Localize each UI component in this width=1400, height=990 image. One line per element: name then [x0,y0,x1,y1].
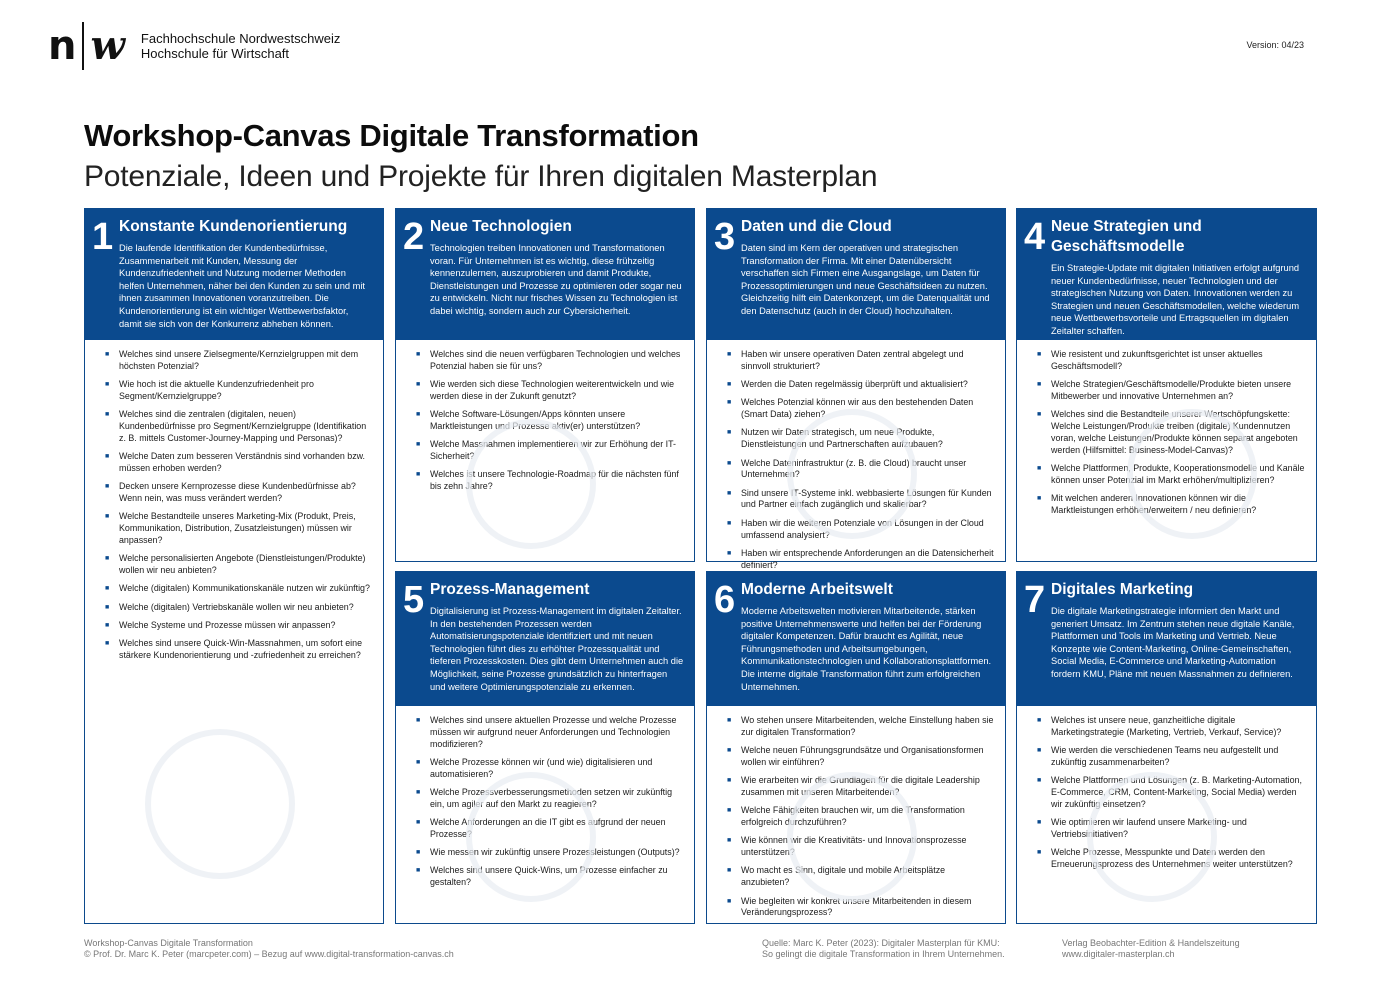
footer-credits-line-2: © Prof. Dr. Marc K. Peter (marcpeter.com) – Bezug auf www.digital-transformation-canvas.ch [84,949,454,959]
question-text: Welche Prozesse können wir (und wie) digitalisieren und automatisieren? [430,756,653,779]
institution-name [141,31,340,61]
question-text: Welche (digitalen) Vertriebskanäle wollen wir neu anbieten? [119,601,354,612]
footer-source [762,938,1005,960]
square-bullet-icon: ■ [416,788,421,796]
question-item [105,511,373,546]
question-item [105,409,373,444]
card-description: Die digitale Marketingstrategie informiert den Markt und generiert Umsatz. Im Zentrum stehen neue digitale Kanäle, Plattformen und Tools im Marketing und Vertrieb. Neue Konzepte wie Content-Marketing, Online-Gemeinschaften, Social Media, E-Commerce und Marketing-Automation fordern KMU, Pläne mit neuen Massnahmen zu definieren. [1051,606,1295,679]
footer-credits [84,938,454,960]
square-bullet-icon: ■ [416,758,421,766]
question-text: Wie werden sich diese Technologien weiterentwickeln und wie werden diese in der Zukunft genutzt? [430,379,675,401]
card-header [1017,209,1316,340]
question-text: Wie hoch ist die aktuelle Kundenzufriedenheit pro Segment/Kernzielgruppe? [119,379,314,401]
question-item [1037,349,1306,373]
square-bullet-icon: ■ [105,411,110,419]
canvas-card-5 [395,571,695,924]
question-item [727,745,995,769]
square-bullet-icon: ■ [105,483,110,491]
question-text: Welche Strategien/Geschäftsmodelle/Produkte bieten unsere Mitbewerber und innovative Unternehmen an? [1051,379,1292,401]
square-bullet-icon: ■ [727,897,732,905]
card-title: Daten und die Cloud [741,218,892,235]
card-description: Technologien treiben Innovationen und Transformationen voran. Für Unternehmen ist es wichtig, diese frühzeitig kennenzulernen, auszuprobieren und damit Produkte, Dienstleistungen und Prozesse zu optimieren oder sogar neu zu entwickeln. Nicht nur frisches Wissen zu Technologien ist dabei wichtig, sondern auch zur Cybersicherheit. [430,243,682,316]
question-text: Haben wir entsprechende Anforderungen an die Datensicherheit definiert? [741,547,994,570]
question-text: Decken unsere Kernprozesse diese Kundenbedürfnisse ab? Wenn nein, was muss verändert werden? [119,481,356,503]
square-bullet-icon: ■ [105,453,110,461]
question-text: Welches sind unsere Zielsegmente/Kernzielgruppen mit dem höchsten Potenzial? [119,349,359,371]
card-number: 4 [1024,216,1046,258]
square-bullet-icon: ■ [727,837,732,845]
question-text: Welches sind unsere Quick-Wins, um Prozesse einfacher zu gestalten? [430,865,668,888]
square-bullet-icon: ■ [416,867,421,875]
footer-publisher [1062,938,1240,960]
square-bullet-icon: ■ [1037,747,1042,755]
question-item [727,715,995,739]
card-questions [85,340,383,662]
square-bullet-icon: ■ [416,381,421,389]
question-text: Wie messen wir zukünftig unsere Prozessleistungen (Outputs)? [430,847,680,858]
question-text: Welches sind die zentralen (digitalen, neuen) Kundenbedürfnisse pro Segment/Kernzielgruppe (Identifikation z. B. mittels Customer-Journey-Mapping und Personas)? [119,409,367,443]
question-text: Welche Massnahmen implementieren wir zur Erhöhung der IT-Sicherheit? [430,439,676,462]
square-bullet-icon: ■ [727,777,732,785]
square-bullet-icon: ■ [416,819,421,827]
card-number: 7 [1024,579,1046,621]
question-text: Wie optimieren wir laufend unsere Marketing- und Vertriebsinitiativen? [1051,817,1247,839]
question-text: Sind unsere IT-Systeme inkl. webbasierte Lösungen für Kunden und Partner einfach zugänglich und skalierbar? [741,487,992,510]
question-text: Wie resistent und zukunftsgerichtet ist unser aktuelles Geschäftsmodell? [1051,349,1263,371]
square-bullet-icon: ■ [105,381,110,389]
logo-letter-w: w [90,22,125,69]
square-bullet-icon: ■ [1037,819,1042,827]
canvas-card-3 [706,208,1006,570]
logo-divider [82,22,84,70]
square-bullet-icon: ■ [416,849,421,857]
canvas-card-4 [1016,208,1317,562]
square-bullet-icon: ■ [105,621,110,629]
question-text: Welche Plattformen und Lösungen (z. B. Marketing-Automation, E-Commerce, CRM, Content-Marketing, Social Media) werden wir zukünftig einsetzen? [1051,775,1302,809]
question-text: Haben wir die weiteren Potenziale von Lösungen in der Cloud umfassend analysiert? [741,517,984,540]
question-text: Wo stehen unsere Mitarbeitenden, welche Einstellung haben sie zur digitalen Transformation? [741,715,994,737]
question-text: Welches ist unsere Technologie-Roadmap für die nächsten fünf bis zehn Jahre? [430,469,679,492]
page-title: Workshop-Canvas Digitale Transformation [84,118,699,153]
watermark-graphic [466,772,596,902]
question-text: Welche Dateninfrastruktur (z. B. die Cloud) braucht unser Unternehmen? [741,457,967,480]
question-item [416,349,684,373]
watermark-graphic [787,409,917,539]
question-item [416,379,684,403]
square-bullet-icon: ■ [1037,494,1042,502]
square-bullet-icon: ■ [727,717,732,724]
question-item [1037,745,1306,769]
question-text: Welches ist unsere neue, ganzheitliche digitale Marketingstrategie (Marketing, Vertrieb, Verkauf, Service)? [1051,715,1282,737]
card-header [85,209,383,340]
question-text: Welche Software-Lösungen/Apps könnten unsere Marktleistungen und Prozesse aktiv(er) unterstützen? [430,409,641,431]
canvas-card-7 [1016,571,1317,924]
question-text: Wie erarbeiten wir die Grundlagen für die digitale Leadership zusammen mit unseren Mitarbeitenden? [741,775,980,797]
question-text: Welche Plattformen, Produkte, Kooperationsmodelle und Kanäle können unser Potenzial im Markt erhöhen/multiplizieren? [1051,462,1305,485]
card-description: Die laufende Identifikation der Kundenbedürfnisse, Zusammenarbeit mit Kunden, Messung der Kundenzufriedenheit und Nutzung moderner Methoden helfen Unternehmen, näher bei den Kunden zu sein und mit ihnen zusammen Innovationen voranzutreiben. Die Kundenorientierung ist ein wichtiger Wettbewerbsfaktor, damit sie sich von der Konkurrenz abheben können. [119,243,366,329]
square-bullet-icon: ■ [1037,464,1042,472]
card-description: Digitalisierung ist Prozess-Management im digitalen Zeitalter. In den bestehenden Prozessen werden Automatisierungspotenziale identifiziert und mit neuen Technologien führt dies zu erhöhter Prozessqualität und tieferen Prozesskosten. Dies gibt dem Unternehmen auch die Möglichkeit, seine Prozesse grundsätzlich zu hinterfragen und weitere Optimierungspotenziale zu erkennen. [430,606,684,692]
card-header [396,209,694,340]
logo-mark [48,22,125,70]
question-text: Welche personalisierten Angebote (Dienstleistungen/Produkte) wollen wir neu anbieten? [119,553,366,575]
square-bullet-icon: ■ [105,640,110,648]
question-item [1037,715,1306,739]
question-text: Welches Potenzial können wir aus den bestehenden Daten (Smart Data) ziehen? [741,397,974,420]
question-text: Wie können wir die Kreativitäts- und Innovationsprozesse unterstützen? [741,835,967,858]
question-text: Nutzen wir Daten strategisch, um neue Produkte, Dienstleistungen und Partnerschaften aufzubauen? [741,427,943,450]
question-item [105,638,373,662]
question-text: Haben wir unsere operativen Daten zentral abgelegt und sinnvoll strukturiert? [741,349,964,371]
square-bullet-icon: ■ [416,411,421,419]
watermark-graphic [787,772,917,902]
square-bullet-icon: ■ [727,459,732,467]
square-bullet-icon: ■ [416,441,421,449]
square-bullet-icon: ■ [727,489,732,497]
square-bullet-icon: ■ [1037,717,1042,724]
question-item [105,620,373,632]
square-bullet-icon: ■ [1037,777,1042,785]
question-text: Welche (digitalen) Kommunikationskanäle nutzen wir zukünftig? [119,583,370,594]
question-text: Werden die Daten regelmässig überprüft und aktualisiert? [741,379,968,390]
question-text: Welche neuen Führungsgrundsätze und Organisationsformen wollen wir einführen? [741,745,984,767]
card-header [707,209,1005,340]
footer-publisher-line-2: www.digitaler-masterplan.ch [1062,949,1175,959]
square-bullet-icon: ■ [727,807,732,815]
square-bullet-icon: ■ [727,351,732,358]
square-bullet-icon: ■ [727,867,732,875]
question-text: Welche Daten zum besseren Verständnis sind vorhanden bzw. müssen erhoben werden? [119,451,366,473]
card-title: Neue Technologien [430,218,572,235]
card-number: 6 [714,579,736,621]
card-title: Neue Strategien und Geschäftsmodelle [1051,218,1202,255]
canvas-card-2 [395,208,695,562]
institution-line-1: Fachhochschule Nordwestschweiz [140,31,341,46]
card-header [1017,572,1316,706]
square-bullet-icon: ■ [1037,411,1042,419]
footer-publisher-line-1: Verlag Beobachter-Edition & Handelszeitung [1062,938,1240,948]
square-bullet-icon: ■ [416,471,421,479]
question-item [105,349,373,373]
card-number: 3 [714,216,736,258]
square-bullet-icon: ■ [727,399,732,407]
question-item [727,548,995,572]
square-bullet-icon: ■ [1037,849,1042,857]
question-item [105,481,373,505]
question-text: Welche Systeme und Prozesse müssen wir anpassen? [119,619,336,630]
question-text: Welche Prozesse, Messpunkte und Daten werden den Erneuerungsprozess des Unternehmens weiter unterstützen? [1051,847,1293,869]
square-bullet-icon: ■ [105,585,110,593]
card-title: Konstante Kundenorientierung [119,218,348,235]
question-item [1037,379,1306,403]
square-bullet-icon: ■ [416,351,421,358]
card-number: 2 [403,216,425,258]
question-item [105,379,373,403]
square-bullet-icon: ■ [727,549,732,557]
watermark-graphic [1127,409,1257,539]
square-bullet-icon: ■ [105,351,110,358]
square-bullet-icon: ■ [105,603,110,611]
card-title: Moderne Arbeitswelt [741,581,893,598]
card-title: Prozess-Management [430,581,590,598]
footer-credits-line-1: Workshop-Canvas Digitale Transformation [84,938,253,948]
question-text: Welches sind unsere Quick-Win-Massnahmen, um sofort eine stärkere Kundenorientierung und -zufriedenheit zu erreichen? [119,638,363,660]
question-item [727,349,995,373]
version-label: Version: 04/23 [1246,40,1304,50]
question-text: Welche Anforderungen an die IT gibt es aufgrund der neuen Prozesse? [430,817,666,839]
question-text: Welche Bestandteile unseres Marketing-Mix (Produkt, Preis, Kommunikation, Distribution, Zusatzleistungen) müssen wir anpassen? [119,511,356,545]
canvas-card-1 [84,208,384,924]
canvas-card-6 [706,571,1006,924]
question-item [105,451,373,475]
watermark-graphic [1087,772,1217,902]
question-text: Welche Fähigkeiten brauchen wir, um die Transformation erfolgreich durchzuführen? [741,805,965,828]
question-text: Wie werden die verschiedenen Teams neu aufgestellt und zukünftig zusammenarbeiten? [1051,745,1279,767]
footer-source-line-2: So gelingt die digitale Transformation in Ihrem Unternehmen. [762,949,1005,959]
card-header [707,572,1005,706]
square-bullet-icon: ■ [727,429,732,437]
card-description: Ein Strategie-Update mit digitalen Initiativen erfolgt aufgrund neuer Kundenbedürfnisse, neuer Technologien und der strategischen Nutzung von Daten. Innovationen werden zu Strategien und neuen Geschäftsmodellen, welche wiederum neue Wettbewerbsvorteile und Ertragsquellen im digitalen Zeitalter schaffen. [1051,263,1300,336]
watermark-graphic [466,419,596,549]
footer-source-line-1: Quelle: Marc K. Peter (2023): Digitaler Masterplan für KMU: [762,938,1000,948]
card-number: 1 [92,216,114,258]
question-text: Wie begleiten wir konkret unsere Mitarbeitenden in diesem Veränderungsprozess? [741,895,972,918]
card-title: Digitales Marketing [1051,581,1194,598]
square-bullet-icon: ■ [1037,381,1042,389]
question-text: Wo macht es Sinn, digitale und mobile Arbeitsplätze anzubieten? [741,865,946,888]
question-text: Welche Prozessverbesserungsmethoden setzen wir zukünftig ein, um agiler auf den Markt zu reagieren? [430,786,673,809]
square-bullet-icon: ■ [105,555,110,563]
card-number: 5 [403,579,425,621]
watermark-graphic [145,729,295,879]
question-item [416,715,684,750]
question-text: Mit welchen anderen Innovationen können wir die Marktleistungen erhöhen/erweitern / neu definieren? [1051,492,1257,515]
question-text: Welches sind unsere aktuellen Prozesse und welche Prozesse müssen wir aufgrund neuer Anforderungen und Technologien modifizieren? [430,715,677,749]
question-text: Welches sind die Bestandteile unserer Wertschöpfungskette: Welche Leistungen/Produkte treiben (digitale) Kundennutzen voran, welche Leistungen/Produkte können separat angeboten werden (Hilfsmittel: Business-Model-Canvas)? [1051,409,1298,455]
logo-letter-n: n [48,23,77,69]
question-item [105,583,373,595]
square-bullet-icon: ■ [727,747,732,755]
square-bullet-icon: ■ [727,519,732,527]
square-bullet-icon: ■ [1037,351,1042,358]
question-text: Welches sind die neuen verfügbaren Technologien und welches Potenzial haben sie für uns? [430,349,681,371]
square-bullet-icon: ■ [416,717,421,724]
question-item [105,602,373,614]
square-bullet-icon: ■ [105,513,110,521]
card-description: Moderne Arbeitswelten motivieren Mitarbeitende, stärken positive Unternehmenswerte und helfen bei der Förderung digitaler Kompetenzen. Dafür braucht es Agilität, neue Führungsmethoden und Arbeitsumgebungen, Kommunikationstechnologien und Kollaborationsplattformen. Die interne digitale Transformation führt zum erfolgreichen Unternehmen. [741,606,992,692]
card-header [396,572,694,706]
fhnw-logo [48,22,340,70]
institution-line-2: Hochschule für Wirtschaft [140,46,290,61]
question-item [727,379,995,391]
question-item [105,553,373,577]
card-description: Daten sind im Kern der operativen und strategischen Transformation der Firma. Mit einer Datenübersicht verschaffen sich Firmen eine Ausgangslage, um Daten für Prozessoptimierungen und neue Geschäftsideen zu nutzen. Gleichzeitig hilft ein Datenkonzept, um die Datenqualität und den Datenschutz (auch in der Cloud) hochzuhalten. [741,243,990,316]
page-subtitle: Potenziale, Ideen und Projekte für Ihren digitalen Masterplan [84,160,878,193]
square-bullet-icon: ■ [727,381,732,389]
